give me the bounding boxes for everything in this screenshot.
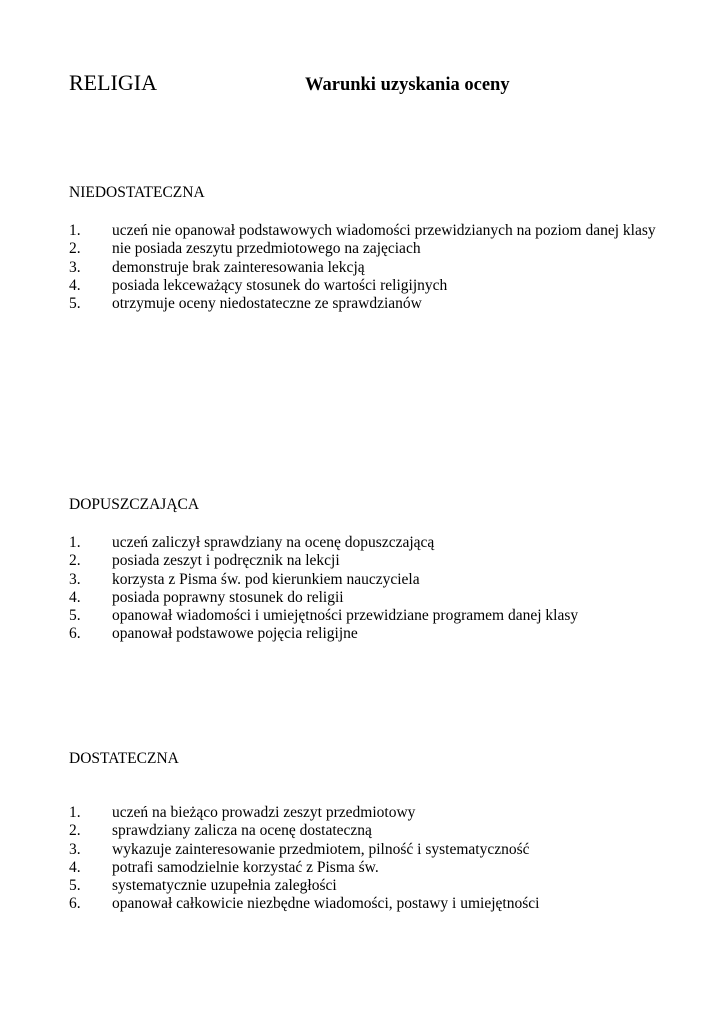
- list-item: [69, 625, 669, 643]
- item-number: 2.: [69, 552, 81, 570]
- item-number: 2.: [69, 822, 81, 840]
- item-number: 5.: [69, 877, 81, 895]
- section-heading: NIEDOSTATECZNA: [69, 184, 205, 201]
- document-header: [69, 70, 669, 100]
- list-item: [69, 877, 669, 895]
- item-text: korzysta z Pisma św. pod kierunkiem nauczyciela: [112, 570, 420, 588]
- criteria-list: [69, 534, 669, 644]
- list-item: [69, 571, 669, 589]
- item-number: 2.: [69, 240, 81, 258]
- list-item: [69, 895, 669, 913]
- subject-name: RELIGIA: [69, 70, 157, 95]
- item-number: 1.: [69, 804, 81, 821]
- criteria-list: [69, 804, 669, 914]
- list-item: [69, 240, 669, 258]
- section-heading: DOPUSZCZAJĄCA: [69, 496, 200, 513]
- item-text: posiada zeszyt i podręcznik na lekcji: [112, 552, 340, 570]
- section-dopuszczajaca: [69, 496, 669, 644]
- section-dostateczna: [69, 750, 669, 914]
- list-item: [69, 277, 669, 295]
- item-number: 5.: [69, 295, 81, 313]
- list-item: [69, 804, 669, 822]
- item-text: opanował wiadomości i umiejętności przewidziane programem danej klasy: [112, 607, 579, 625]
- item-text: posiada poprawny stosunek do religii: [112, 588, 344, 606]
- item-text: potrafi samodzielnie korzystać z Pisma św.: [112, 858, 379, 876]
- list-item: [69, 222, 669, 240]
- item-number: 3.: [69, 258, 81, 276]
- item-text: opanował całkowicie niezbędne wiadomości, postawy i umiejętności: [112, 895, 540, 913]
- list-item: [69, 259, 669, 277]
- list-item: [69, 589, 669, 607]
- section-niedostateczna: [69, 184, 669, 313]
- item-number: 1.: [69, 222, 81, 239]
- item-number: 6.: [69, 895, 81, 913]
- list-item: [69, 552, 669, 570]
- item-number: 1.: [69, 534, 81, 551]
- item-text: opanował podstawowe pojęcia religijne: [112, 625, 358, 643]
- item-text: otrzymuje oceny niedostateczne ze sprawdzianów: [112, 295, 422, 313]
- list-item: [69, 841, 669, 859]
- list-item: [69, 859, 669, 877]
- item-text: posiada lekceważący stosunek do wartości religijnych: [112, 276, 448, 294]
- item-text: demonstruje brak zainteresowania lekcją: [112, 258, 365, 276]
- item-number: 4.: [69, 276, 81, 294]
- item-number: 5.: [69, 607, 81, 625]
- item-text: wykazuje zainteresowanie przedmiotem, pilność i systematyczność: [112, 840, 530, 858]
- item-number: 3.: [69, 570, 81, 588]
- item-number: 3.: [69, 840, 81, 858]
- item-text: uczeń zaliczył sprawdziany na ocenę dopuszczającą: [112, 534, 435, 551]
- item-text: uczeń nie opanował podstawowych wiadomości przewidzianych na poziom danej klasy: [112, 222, 656, 239]
- item-text: nie posiada zeszytu przedmiotowego na zajęciach: [112, 240, 421, 258]
- criteria-list: [69, 222, 669, 313]
- item-text: sprawdziany zalicza na ocenę dostateczną: [112, 822, 372, 840]
- list-item: [69, 534, 669, 552]
- list-item: [69, 607, 669, 625]
- section-heading: DOSTATECZNA: [69, 750, 179, 767]
- item-number: 4.: [69, 588, 81, 606]
- item-text: uczeń na bieżąco prowadzi zeszyt przedmiotowy: [112, 804, 416, 821]
- item-number: 6.: [69, 625, 81, 643]
- document-title: Warunki uzyskania oceny: [305, 75, 510, 95]
- item-text: systematycznie uzupełnia zaległości: [112, 877, 337, 895]
- item-number: 4.: [69, 858, 81, 876]
- list-item: [69, 822, 669, 840]
- list-item: [69, 295, 669, 313]
